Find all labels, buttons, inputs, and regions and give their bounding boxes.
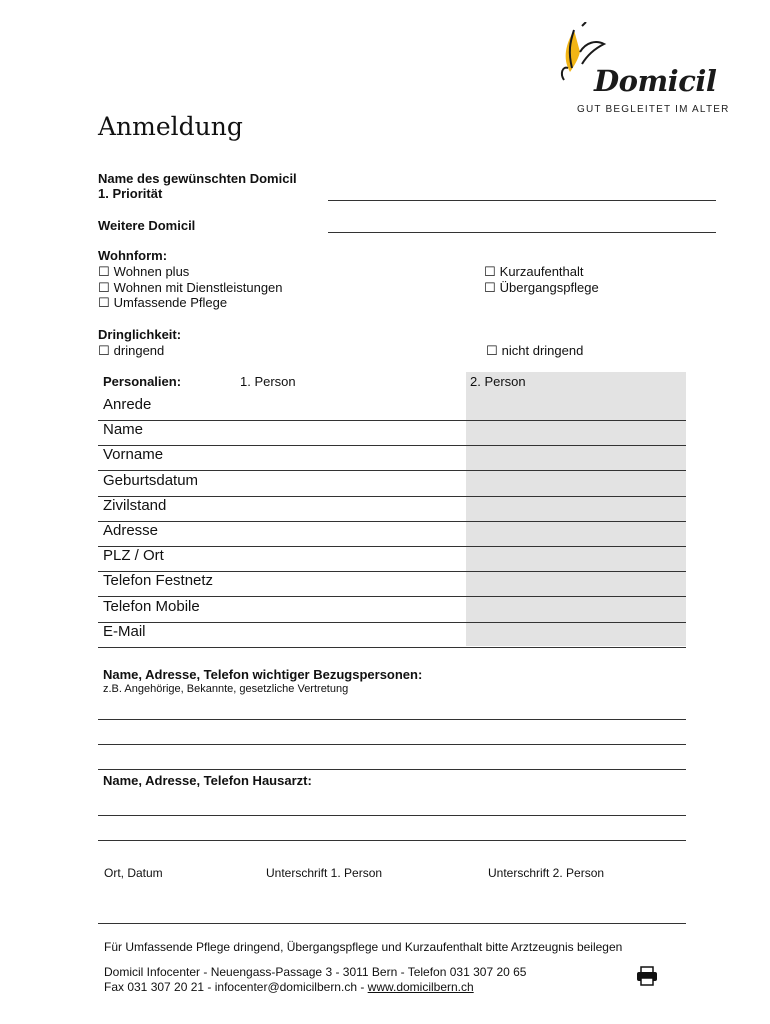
personalien-row-label: Adresse [103,522,159,539]
personalien-row-label: Zivilstand [103,496,167,514]
checkbox-nicht-dringend[interactable]: ☐ nicht dringend [486,343,583,359]
personalien-row-label: Name [103,421,144,439]
personalien-row-label: Geburtsdatum [103,471,199,489]
personalien-row-field[interactable] [98,420,686,421]
page-title: Anmeldung [98,112,243,141]
person1-header: 1. Person [240,374,296,389]
person2-header: 2. Person [470,374,526,389]
person2-column-shade [466,372,686,646]
footer-note: Für Umfassende Pflege dringend, Übergangspflege und Kurzaufenthalt bitte Arztzeugnis beilegen [104,940,623,954]
footer-contact [104,980,474,994]
hausarzt-line-1[interactable] [98,815,686,816]
priority-field[interactable] [328,200,716,201]
footer-address: Domicil Infocenter - Neuengass-Passage 3 - 3011 Bern - Telefon 031 307 20 65 [104,965,527,979]
footer-fax-email: Fax 031 307 20 21 - infocenter@domicilbern.ch - [104,980,368,994]
signature-line[interactable] [98,923,686,924]
checkbox-umfassende-pflege[interactable]: ☐ Umfassende Pflege [98,295,227,311]
checkbox-wohnen-plus[interactable]: ☐ Wohnen plus [98,264,189,280]
further-domicil-label: Weitere Domicil [98,218,196,233]
personalien-row-field[interactable] [98,496,686,497]
logo-tagline: GUT BEGLEITET IM ALTER [577,104,730,115]
personalien-row-label: Vorname [103,446,164,464]
bezugspersonen-line-1[interactable] [98,719,686,720]
personalien-row-field[interactable] [98,546,686,547]
website-link[interactable]: www.domicilbern.ch [367,980,474,994]
bezugspersonen-line-2[interactable] [98,744,686,745]
priority-label: 1. Priorität [98,186,163,201]
personalien-heading: Personalien: [103,374,182,389]
place-date-label: Ort, Datum [104,866,163,880]
domicil-heading: Name des gewünschten Domicil [98,171,297,186]
personalien-row-label: Telefon Festnetz [103,572,214,590]
personalien-row-label: E-Mail [103,622,146,640]
bezugspersonen-note: z.B. Angehörige, Bekannte, gesetzliche Vertretung [103,683,349,695]
personalien-row-field[interactable] [98,445,686,446]
bezugspersonen-heading: Name, Adresse, Telefon wichtiger Bezugspersonen: [103,667,423,682]
personalien-row-label: PLZ / Ort [103,547,164,565]
checkbox-dringend[interactable]: ☐ dringend [98,343,164,359]
printer-icon[interactable] [636,966,658,986]
signature2-label: Unterschrift 2. Person [488,866,605,880]
personalien-row-field[interactable] [98,521,686,522]
hausarzt-heading: Name, Adresse, Telefon Hausarzt: [103,773,312,788]
hausarzt-line-2[interactable] [98,840,686,841]
logo-text: Domicil [594,64,717,98]
wohnform-heading: Wohnform: [98,248,168,263]
personalien-row-label: Telefon Mobile [103,597,200,615]
personalien-row-field[interactable] [98,622,686,623]
checkbox-wohnen-dienstleistungen[interactable]: ☐ Wohnen mit Dienstleistungen [98,280,283,296]
bezugspersonen-line-3[interactable] [98,769,686,770]
signature1-label: Unterschrift 1. Person [266,866,383,880]
checkbox-kurzaufenthalt[interactable]: ☐ Kurzaufenthalt [484,264,584,280]
personalien-row-label: Anrede [103,396,152,413]
dringlichkeit-heading: Dringlichkeit: [98,327,182,342]
further-domicil-field[interactable] [328,232,716,233]
checkbox-uebergangspflege[interactable]: ☐ Übergangspflege [484,280,599,296]
personalien-row-field[interactable] [98,647,686,648]
